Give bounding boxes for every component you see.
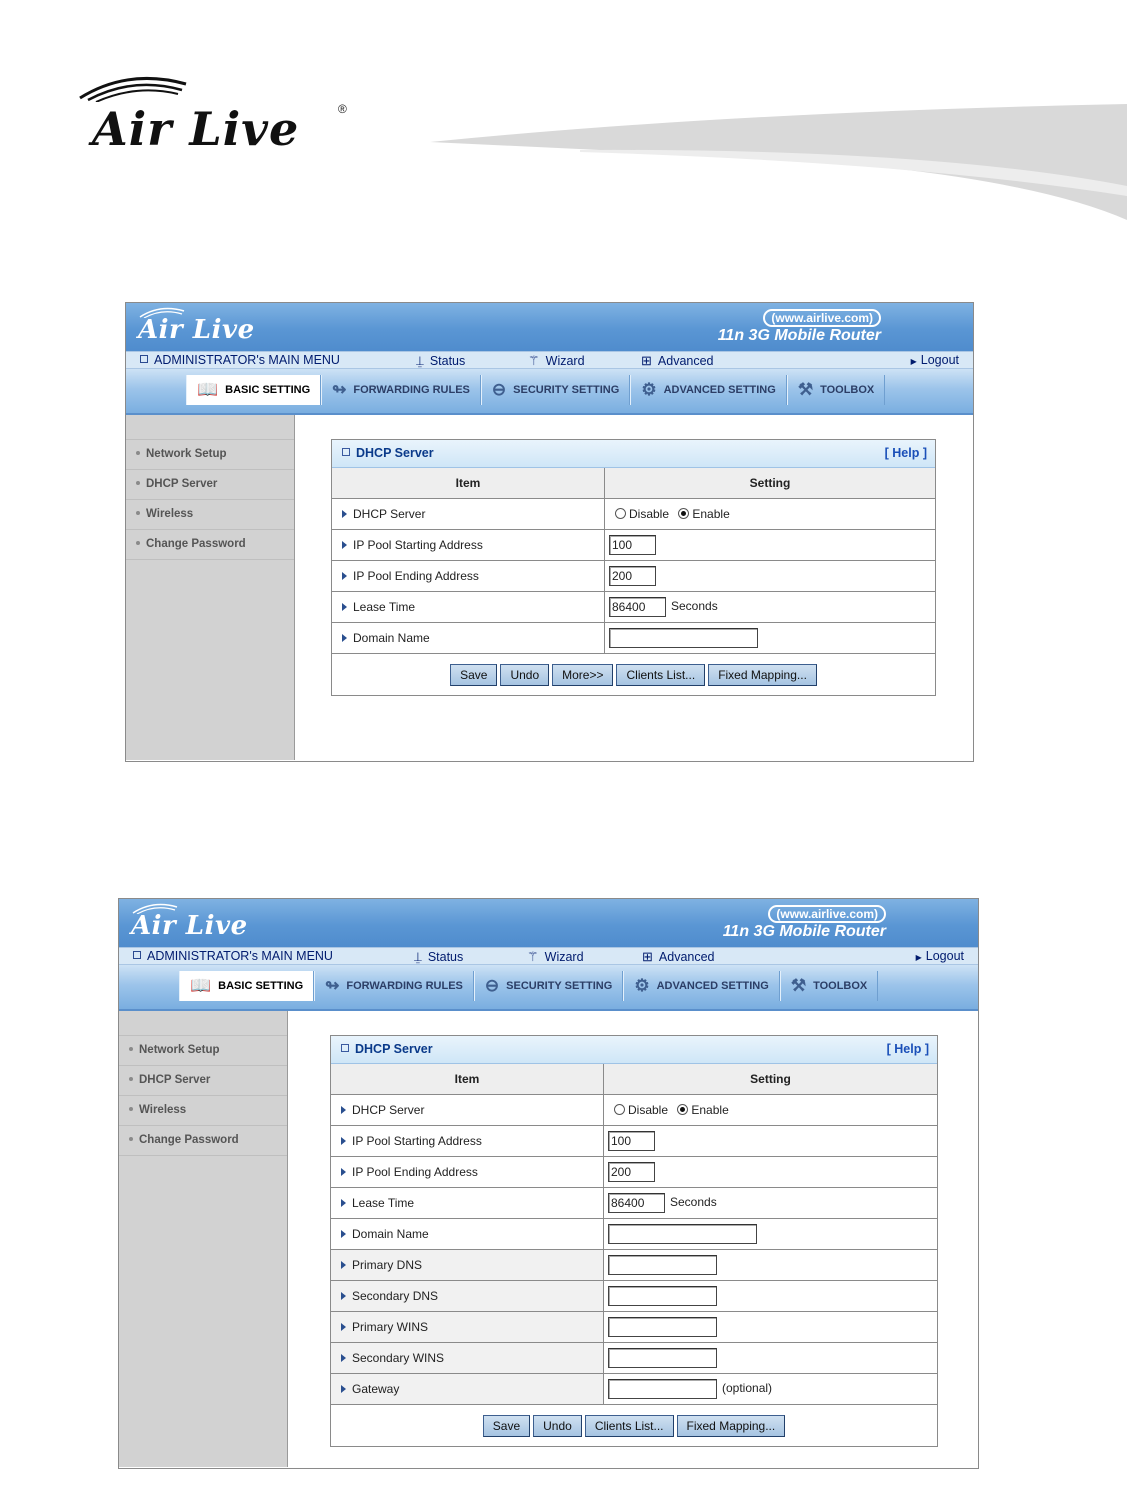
advanced-link[interactable]: ⊞ Advanced	[642, 949, 715, 964]
tab-toolbox[interactable]: ⚒ TOOLBOX	[780, 971, 878, 1001]
arrow-right-icon	[342, 572, 347, 580]
table-row	[331, 1374, 937, 1405]
arrow-right-icon	[342, 510, 347, 518]
bullet-icon	[129, 1077, 133, 1081]
pool-end-input[interactable]: 200	[608, 1162, 655, 1182]
table-row	[331, 1157, 937, 1188]
wizard-link[interactable]: ⚚ Wizard	[527, 949, 584, 964]
table-row	[332, 499, 935, 530]
logout-link[interactable]: ▶ Logout	[915, 949, 964, 963]
disable-radio[interactable]	[615, 508, 626, 519]
brand-name: Air Live	[92, 102, 300, 156]
table-row	[331, 1250, 937, 1281]
help-link[interactable]: [ Help ]	[884, 446, 927, 460]
pool-start-input[interactable]: 100	[609, 535, 656, 555]
undo-button[interactable]: Undo	[500, 664, 549, 686]
sidebar-item-wireless[interactable]: Wireless	[119, 1096, 287, 1126]
router-header	[126, 303, 973, 351]
model-name: 11n 3G Mobile Router	[722, 923, 886, 940]
arrow-right-icon	[341, 1261, 346, 1269]
arrow-right-icon	[341, 1168, 346, 1176]
sidebar	[126, 415, 295, 760]
status-icon: ⍊	[414, 949, 422, 964]
main-menu-title: ADMINISTRATOR's MAIN MENU	[140, 353, 340, 367]
more-button[interactable]: More>>	[552, 664, 613, 686]
router-screen-1	[125, 302, 974, 762]
enable-radio[interactable]	[677, 1104, 688, 1115]
row-label: DHCP Server	[332, 499, 605, 530]
table-row	[332, 530, 935, 561]
dhcp-toggle: Disable Enable	[604, 1095, 938, 1126]
primary-wins-input[interactable]	[608, 1317, 717, 1337]
registered-mark: ®	[338, 102, 347, 116]
bullet-icon	[129, 1107, 133, 1111]
advanced-setting-icon: ⚙	[641, 380, 657, 399]
row-label: IP Pool Starting Address	[332, 530, 605, 561]
lease-time-input[interactable]: 86400	[609, 597, 666, 617]
table-row	[331, 1126, 937, 1157]
table-row	[332, 561, 935, 592]
dhcp-panel	[330, 1035, 938, 1447]
dhcp-toggle: Disable Enable	[605, 499, 936, 530]
arrow-right-icon	[341, 1323, 346, 1331]
wizard-icon: ⚚	[527, 949, 539, 964]
toolbox-icon: ⚒	[797, 380, 814, 399]
book-icon: 📖	[197, 380, 219, 399]
wizard-link[interactable]: ⚚ Wizard	[528, 353, 585, 368]
arrow-right-icon	[342, 603, 347, 611]
book-icon: 📖	[190, 976, 212, 995]
tab-security-setting[interactable]: ⊖ SECURITY SETTING	[481, 375, 630, 405]
bullet-icon	[129, 1137, 133, 1141]
secondary-wins-input[interactable]	[608, 1348, 717, 1368]
sidebar-item-wireless[interactable]: Wireless	[126, 500, 294, 530]
tab-list	[186, 375, 885, 405]
button-row	[332, 654, 935, 695]
sidebar-item-network-setup[interactable]: Network Setup	[119, 1036, 287, 1066]
arrow-right-icon: ▶	[910, 357, 917, 366]
table-row	[331, 1281, 937, 1312]
forward-icon: ↬	[325, 976, 340, 995]
arrow-right-icon	[341, 1106, 346, 1114]
row-label: IP Pool Ending Address	[332, 561, 605, 592]
site-url[interactable]: (www.airlive.com)	[768, 905, 886, 923]
column-header-setting: Setting	[605, 468, 936, 499]
header-banner-graphic	[430, 100, 1127, 225]
advanced-icon: ⊞	[641, 353, 652, 368]
security-icon: ⊖	[491, 380, 507, 399]
square-bullet-icon	[140, 355, 148, 363]
undo-button[interactable]: Undo	[533, 1415, 582, 1437]
enable-radio[interactable]	[678, 508, 689, 519]
lease-time-unit: Seconds	[671, 599, 718, 614]
bullet-icon	[136, 541, 140, 545]
router-logo: Air Live	[131, 911, 248, 941]
toolbox-icon: ⚒	[790, 976, 807, 995]
sidebar-item-change-password[interactable]: Change Password	[119, 1126, 287, 1156]
row-label: Lease Time	[331, 1188, 604, 1219]
button-row	[331, 1405, 937, 1446]
row-label: Lease Time	[332, 592, 605, 623]
tab-bar	[126, 369, 973, 415]
page-logo	[78, 72, 358, 156]
arrow-right-icon	[341, 1292, 346, 1300]
tab-security-setting[interactable]: ⊖ SECURITY SETTING	[474, 971, 623, 1001]
table-row	[332, 592, 935, 623]
dhcp-panel	[331, 439, 936, 696]
status-link[interactable]: ⍊ Status	[416, 353, 466, 368]
save-button[interactable]: Save	[483, 1415, 530, 1437]
logout-link[interactable]: ▶ Logout	[910, 353, 959, 367]
square-bullet-icon	[342, 448, 350, 456]
row-label: Gateway	[331, 1374, 604, 1405]
forward-icon: ↬	[332, 380, 347, 399]
dhcp-settings-table	[331, 1064, 937, 1405]
row-label: IP Pool Starting Address	[331, 1126, 604, 1157]
bullet-icon	[129, 1047, 133, 1051]
gateway-optional-note: (optional)	[722, 1381, 773, 1396]
disable-radio[interactable]	[614, 1104, 625, 1115]
tab-list	[179, 971, 878, 1001]
panel-title: DHCP Server [ Help ]	[331, 1036, 937, 1064]
square-bullet-icon	[133, 951, 141, 959]
pool-end-input[interactable]: 200	[609, 566, 656, 586]
tab-basic-setting[interactable]: 📖 BASIC SETTING	[186, 375, 321, 405]
advanced-link[interactable]: ⊞ Advanced	[641, 353, 714, 368]
main-menu-bar	[119, 947, 978, 965]
table-row	[331, 1343, 937, 1374]
tab-forwarding-rules[interactable]: ↬ FORWARDING RULES	[321, 375, 481, 405]
table-header-row	[332, 468, 935, 499]
column-header-setting: Setting	[604, 1064, 938, 1095]
tab-bar	[119, 965, 978, 1011]
table-row	[331, 1188, 937, 1219]
square-bullet-icon	[341, 1044, 349, 1052]
arrow-right-icon	[342, 541, 347, 549]
table-row	[332, 623, 935, 654]
clients-list-button[interactable]: Clients List...	[585, 1415, 674, 1437]
row-label: Secondary DNS	[331, 1281, 604, 1312]
pool-start-input[interactable]: 100	[608, 1131, 655, 1151]
gateway-input[interactable]	[608, 1379, 717, 1399]
content-area	[126, 415, 973, 760]
arrow-right-icon	[341, 1230, 346, 1238]
router-header	[119, 899, 978, 947]
tab-forwarding-rules[interactable]: ↬ FORWARDING RULES	[314, 971, 474, 1001]
row-label: Primary DNS	[331, 1250, 604, 1281]
row-label: Secondary WINS	[331, 1343, 604, 1374]
dhcp-settings-table	[332, 468, 935, 654]
sidebar-item-dhcp-server[interactable]: DHCP Server	[119, 1066, 287, 1096]
bullet-icon	[136, 481, 140, 485]
site-url[interactable]: (www.airlive.com)	[763, 309, 881, 327]
arrow-right-icon	[342, 634, 347, 642]
main-menu-title: ADMINISTRATOR's MAIN MENU	[133, 949, 333, 963]
save-button[interactable]: Save	[450, 664, 497, 686]
row-label: Primary WINS	[331, 1312, 604, 1343]
security-icon: ⊖	[484, 976, 500, 995]
sidebar-item-network-setup[interactable]: Network Setup	[126, 440, 294, 470]
row-label: DHCP Server	[331, 1095, 604, 1126]
logo-swoosh-icon	[78, 72, 198, 102]
router-logo: Air Live	[138, 315, 255, 345]
arrow-right-icon	[341, 1354, 346, 1362]
bullet-icon	[136, 451, 140, 455]
table-row	[331, 1312, 937, 1343]
row-label: Domain Name	[331, 1219, 604, 1250]
sidebar	[119, 1011, 288, 1467]
tab-toolbox[interactable]: ⚒ TOOLBOX	[787, 375, 885, 405]
arrow-right-icon	[341, 1385, 346, 1393]
table-row	[331, 1219, 937, 1250]
table-header-row	[331, 1064, 937, 1095]
content-area	[119, 1011, 978, 1467]
tab-basic-setting[interactable]: 📖 BASIC SETTING	[179, 971, 314, 1001]
sidebar-item-change-password[interactable]: Change Password	[126, 530, 294, 560]
column-header-item: Item	[332, 468, 605, 499]
bullet-icon	[136, 511, 140, 515]
status-link[interactable]: ⍊ Status	[414, 949, 464, 964]
advanced-setting-icon: ⚙	[634, 976, 650, 995]
status-icon: ⍊	[416, 353, 424, 368]
domain-name-input[interactable]	[609, 628, 758, 648]
lease-time-unit: Seconds	[670, 1195, 717, 1210]
column-header-item: Item	[331, 1064, 604, 1095]
help-link[interactable]: [ Help ]	[886, 1042, 929, 1056]
tab-advanced-setting[interactable]: ⚙ ADVANCED SETTING	[623, 971, 780, 1001]
lease-time-input[interactable]: 86400	[608, 1193, 665, 1213]
primary-dns-input[interactable]	[608, 1255, 717, 1275]
arrow-right-icon: ▶	[915, 953, 922, 962]
advanced-icon: ⊞	[642, 949, 653, 964]
row-label: Domain Name	[332, 623, 605, 654]
panel-title: DHCP Server [ Help ]	[332, 440, 935, 468]
fixed-mapping-button[interactable]: Fixed Mapping...	[677, 1415, 786, 1437]
sidebar-item-dhcp-server[interactable]: DHCP Server	[126, 470, 294, 500]
clients-list-button[interactable]: Clients List...	[616, 664, 705, 686]
wizard-icon: ⚚	[528, 353, 540, 368]
fixed-mapping-button[interactable]: Fixed Mapping...	[708, 664, 817, 686]
arrow-right-icon	[341, 1137, 346, 1145]
domain-name-input[interactable]	[608, 1224, 757, 1244]
tab-advanced-setting[interactable]: ⚙ ADVANCED SETTING	[630, 375, 787, 405]
main-menu-bar	[126, 351, 973, 369]
row-label: IP Pool Ending Address	[331, 1157, 604, 1188]
model-name: 11n 3G Mobile Router	[717, 327, 881, 344]
secondary-dns-input[interactable]	[608, 1286, 717, 1306]
router-screen-2	[118, 898, 979, 1469]
table-row	[331, 1095, 937, 1126]
arrow-right-icon	[341, 1199, 346, 1207]
